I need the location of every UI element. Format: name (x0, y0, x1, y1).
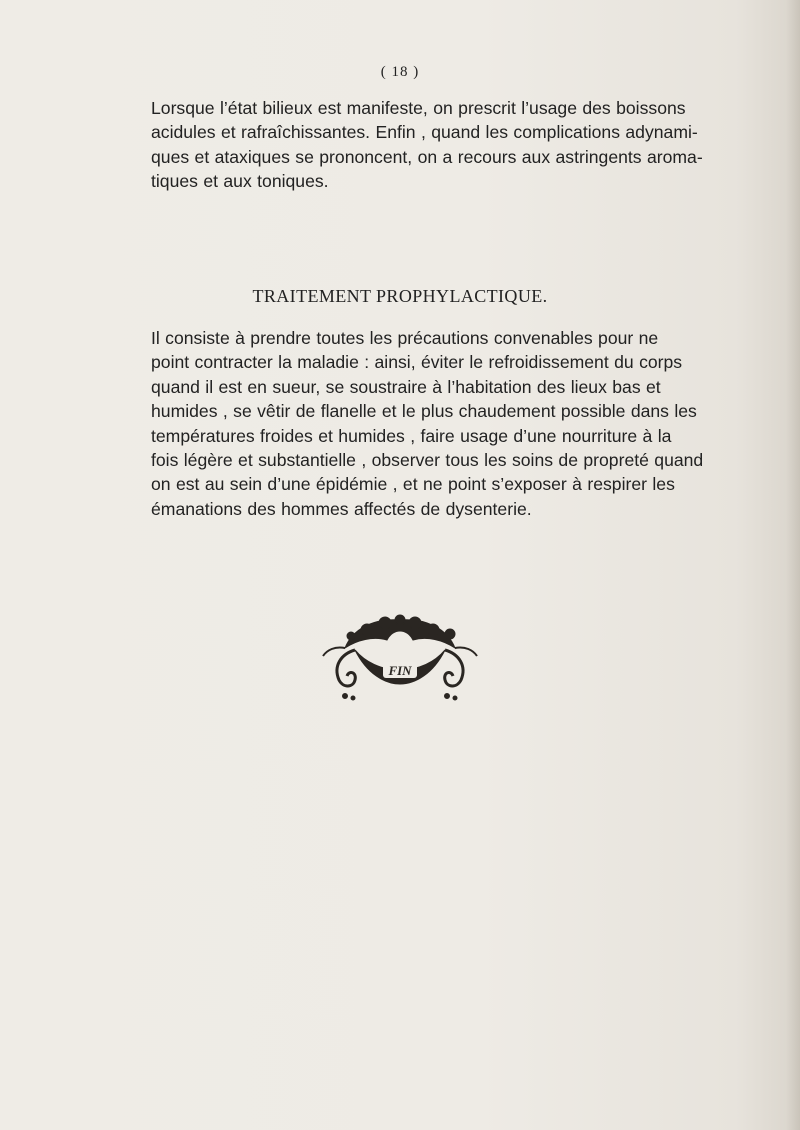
text-line: humides , se vêtir de flanelle et le plus chaudement possible dans les (151, 401, 697, 422)
page-edge-shadow (786, 0, 800, 1130)
text-line: Lorsque l’état bilieux est manifeste, on prescrit l’usage des boissons (151, 98, 686, 118)
text-line: fois légère et substantielle , observer tous les soins de propreté quand (151, 450, 704, 471)
paragraph-intro (151, 96, 703, 194)
text-line: températures froides et humides , faire usage d’une nourriture à la (151, 425, 672, 446)
fin-ornament-vignette (315, 610, 485, 706)
paragraph-prophylaxis (151, 326, 704, 521)
text-line: tiques et aux toniques. (151, 171, 329, 192)
page-number: ( 18 ) (380, 64, 420, 80)
text-line: acidules et rafraîchissantes. Enfin , quand les complications adynami- (151, 122, 698, 143)
text-line: Il consiste à prendre toutes les précautions convenables pour ne (151, 328, 659, 348)
fin-label: FIN (388, 663, 412, 678)
text-line: point contracter la maladie : ainsi, éviter le refroidissement du corps (151, 352, 683, 373)
section-heading: TRAITEMENT PROPHYLACTIQUE. (252, 286, 548, 306)
text-line: émanations des hommes affectés de dysenterie. (151, 498, 532, 519)
text-line: ques et ataxiques se prononcent, on a recours aux astringents aroma- (151, 146, 703, 167)
text-line: quand il est en sueur, se soustraire à l’habitation des lieux bas et (151, 376, 661, 397)
text-line: on est au sein d’une épidémie , et ne point s’exposer à respirer les (151, 474, 675, 495)
